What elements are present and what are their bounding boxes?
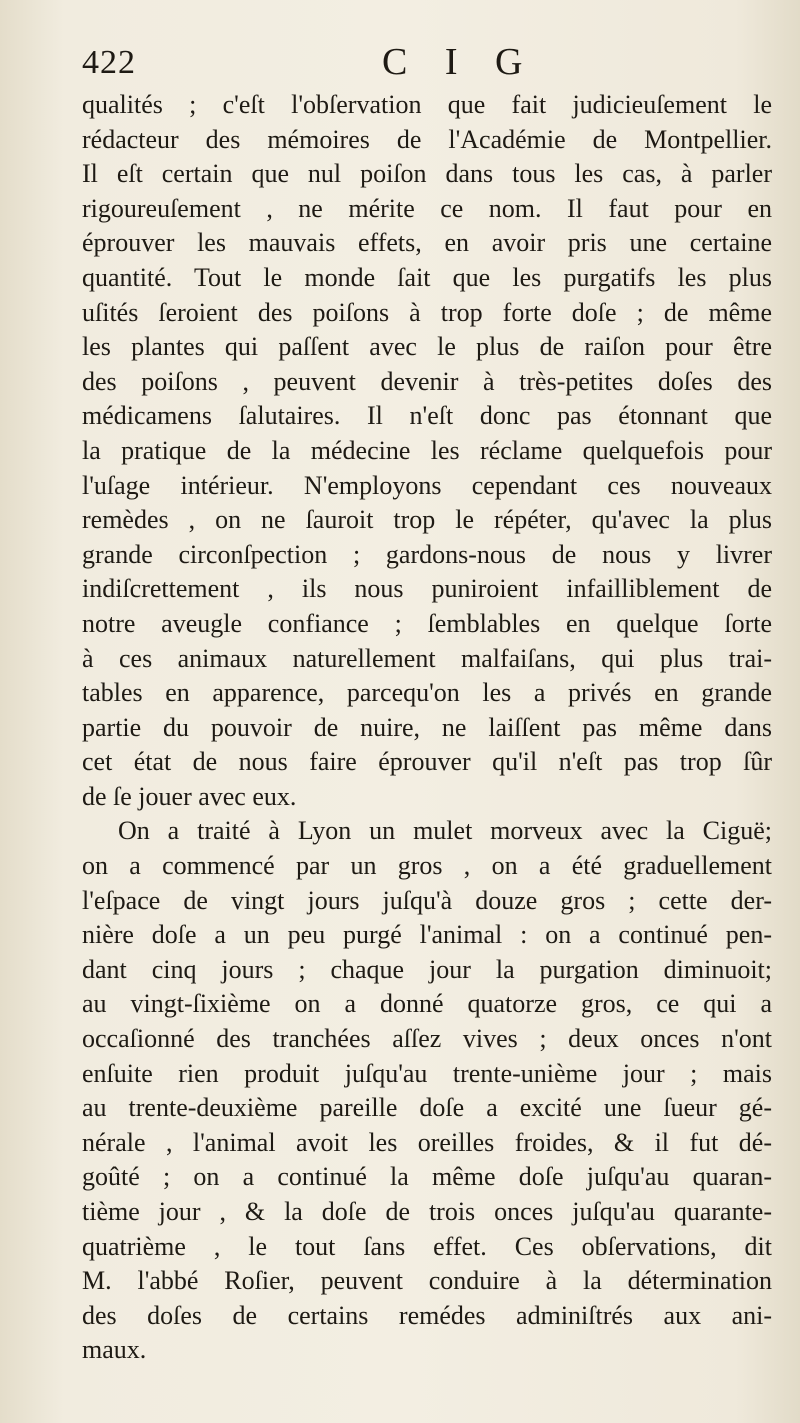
- text-line: uſités ſeroient des poiſons à trop forte doſe ; de même: [82, 297, 772, 327]
- text-line: qualités ; c'eſt l'obſervation que fait judicieuſement le: [82, 90, 772, 119]
- text-line: au trente-deuxième pareille doſe a excité une ſueur gé-: [82, 1093, 772, 1123]
- text-line: à ces animaux naturellement malfaiſans, qui plus trai-: [82, 643, 772, 673]
- text-line: maux.: [82, 1335, 147, 1365]
- text-line: éprouver les mauvais effets, en avoir pris une certaine: [82, 228, 772, 258]
- text-line: cet état de nous faire éprouver qu'il n'eſt pas trop ſûr: [82, 747, 772, 777]
- text-line: des doſes de certains remédes adminiſtrés aux ani-: [82, 1300, 772, 1330]
- text-line: on a commencé par un gros , on a été graduellement: [82, 851, 772, 881]
- text-line: notre aveugle confiance ; ſemblables en quelque ſorte: [82, 608, 772, 638]
- text-line: quatrième , le tout ſans effet. Ces obſervations, dit: [82, 1231, 772, 1261]
- text-line: les plantes qui paſſent avec le plus de raiſon pour être: [82, 332, 772, 362]
- text-line: partie du pouvoir de nuire, ne laiſſent pas même dans: [82, 712, 772, 742]
- text-line: goûté ; on a continué la même doſe juſqu'au quaran-: [82, 1162, 772, 1192]
- text-line: tables en apparence, parcequ'on les a privés en grande: [82, 678, 772, 708]
- text-line: M. l'abbé Roſier, peuvent conduire à la détermination: [82, 1266, 772, 1296]
- text-line: On a traité à Lyon un mulet morveux avec la Ciguë;: [118, 816, 772, 846]
- text-line: tième jour , & la doſe de trois onces juſqu'au quarante-: [82, 1197, 772, 1226]
- page-header: [82, 40, 772, 86]
- text-line: quantité. Tout le monde ſait que les purgatifs les plus: [82, 262, 772, 292]
- text-line: Il eſt certain que nul poiſon dans tous les cas, à parler: [82, 159, 772, 189]
- text-line: rédacteur des mémoires de l'Académie de Montpellier.: [82, 124, 772, 154]
- paragraph: [82, 814, 772, 1368]
- text-line: dant cinq jours ; chaque jour la purgation diminuoit;: [82, 954, 772, 984]
- text-line: l'eſpace de vingt jours juſqu'à douze gros ; cette der-: [82, 885, 772, 915]
- text-line: rigoureuſement , ne mérite ce nom. Il faut pour en: [82, 193, 772, 223]
- text-line: remèdes , on ne ſauroit trop le répéter, qu'avec la plus: [82, 505, 772, 535]
- text-line: l'uſage intérieur. N'employons cependant ces nouveaux: [82, 470, 772, 500]
- text-line: nérale , l'animal avoit les oreilles froides, & il fut dé-: [82, 1127, 772, 1157]
- page-number: 422: [82, 44, 136, 81]
- text-line: enſuite rien produit juſqu'au trente-unième jour ; mais: [82, 1058, 772, 1088]
- text-line: occaſionné des tranchées aſſez vives ; deux onces n'ont: [82, 1024, 772, 1054]
- text-line: grande circonſpection ; gardons-nous de nous y livrer: [82, 539, 772, 569]
- text-line: médicamens ſalutaires. Il n'eſt donc pas étonnant que: [82, 401, 772, 431]
- text-line: la pratique de la médecine les réclame quelquefois pour: [82, 435, 772, 465]
- paragraph: [82, 88, 772, 814]
- text-line: nière doſe a un peu purgé l'animal : on a continué pen-: [82, 920, 772, 950]
- text-line: au vingt-ſixième on a donné quatorze gros, ce qui a: [82, 989, 772, 1019]
- text-line: de ſe jouer avec eux.: [82, 781, 297, 811]
- text-line: indiſcrettement , ils nous puniroient infailliblement de: [82, 574, 772, 604]
- text-line: des poiſons , peuvent devenir à très-petites doſes des: [82, 366, 772, 396]
- running-head: C I G: [382, 41, 537, 83]
- body-text: [82, 88, 772, 1368]
